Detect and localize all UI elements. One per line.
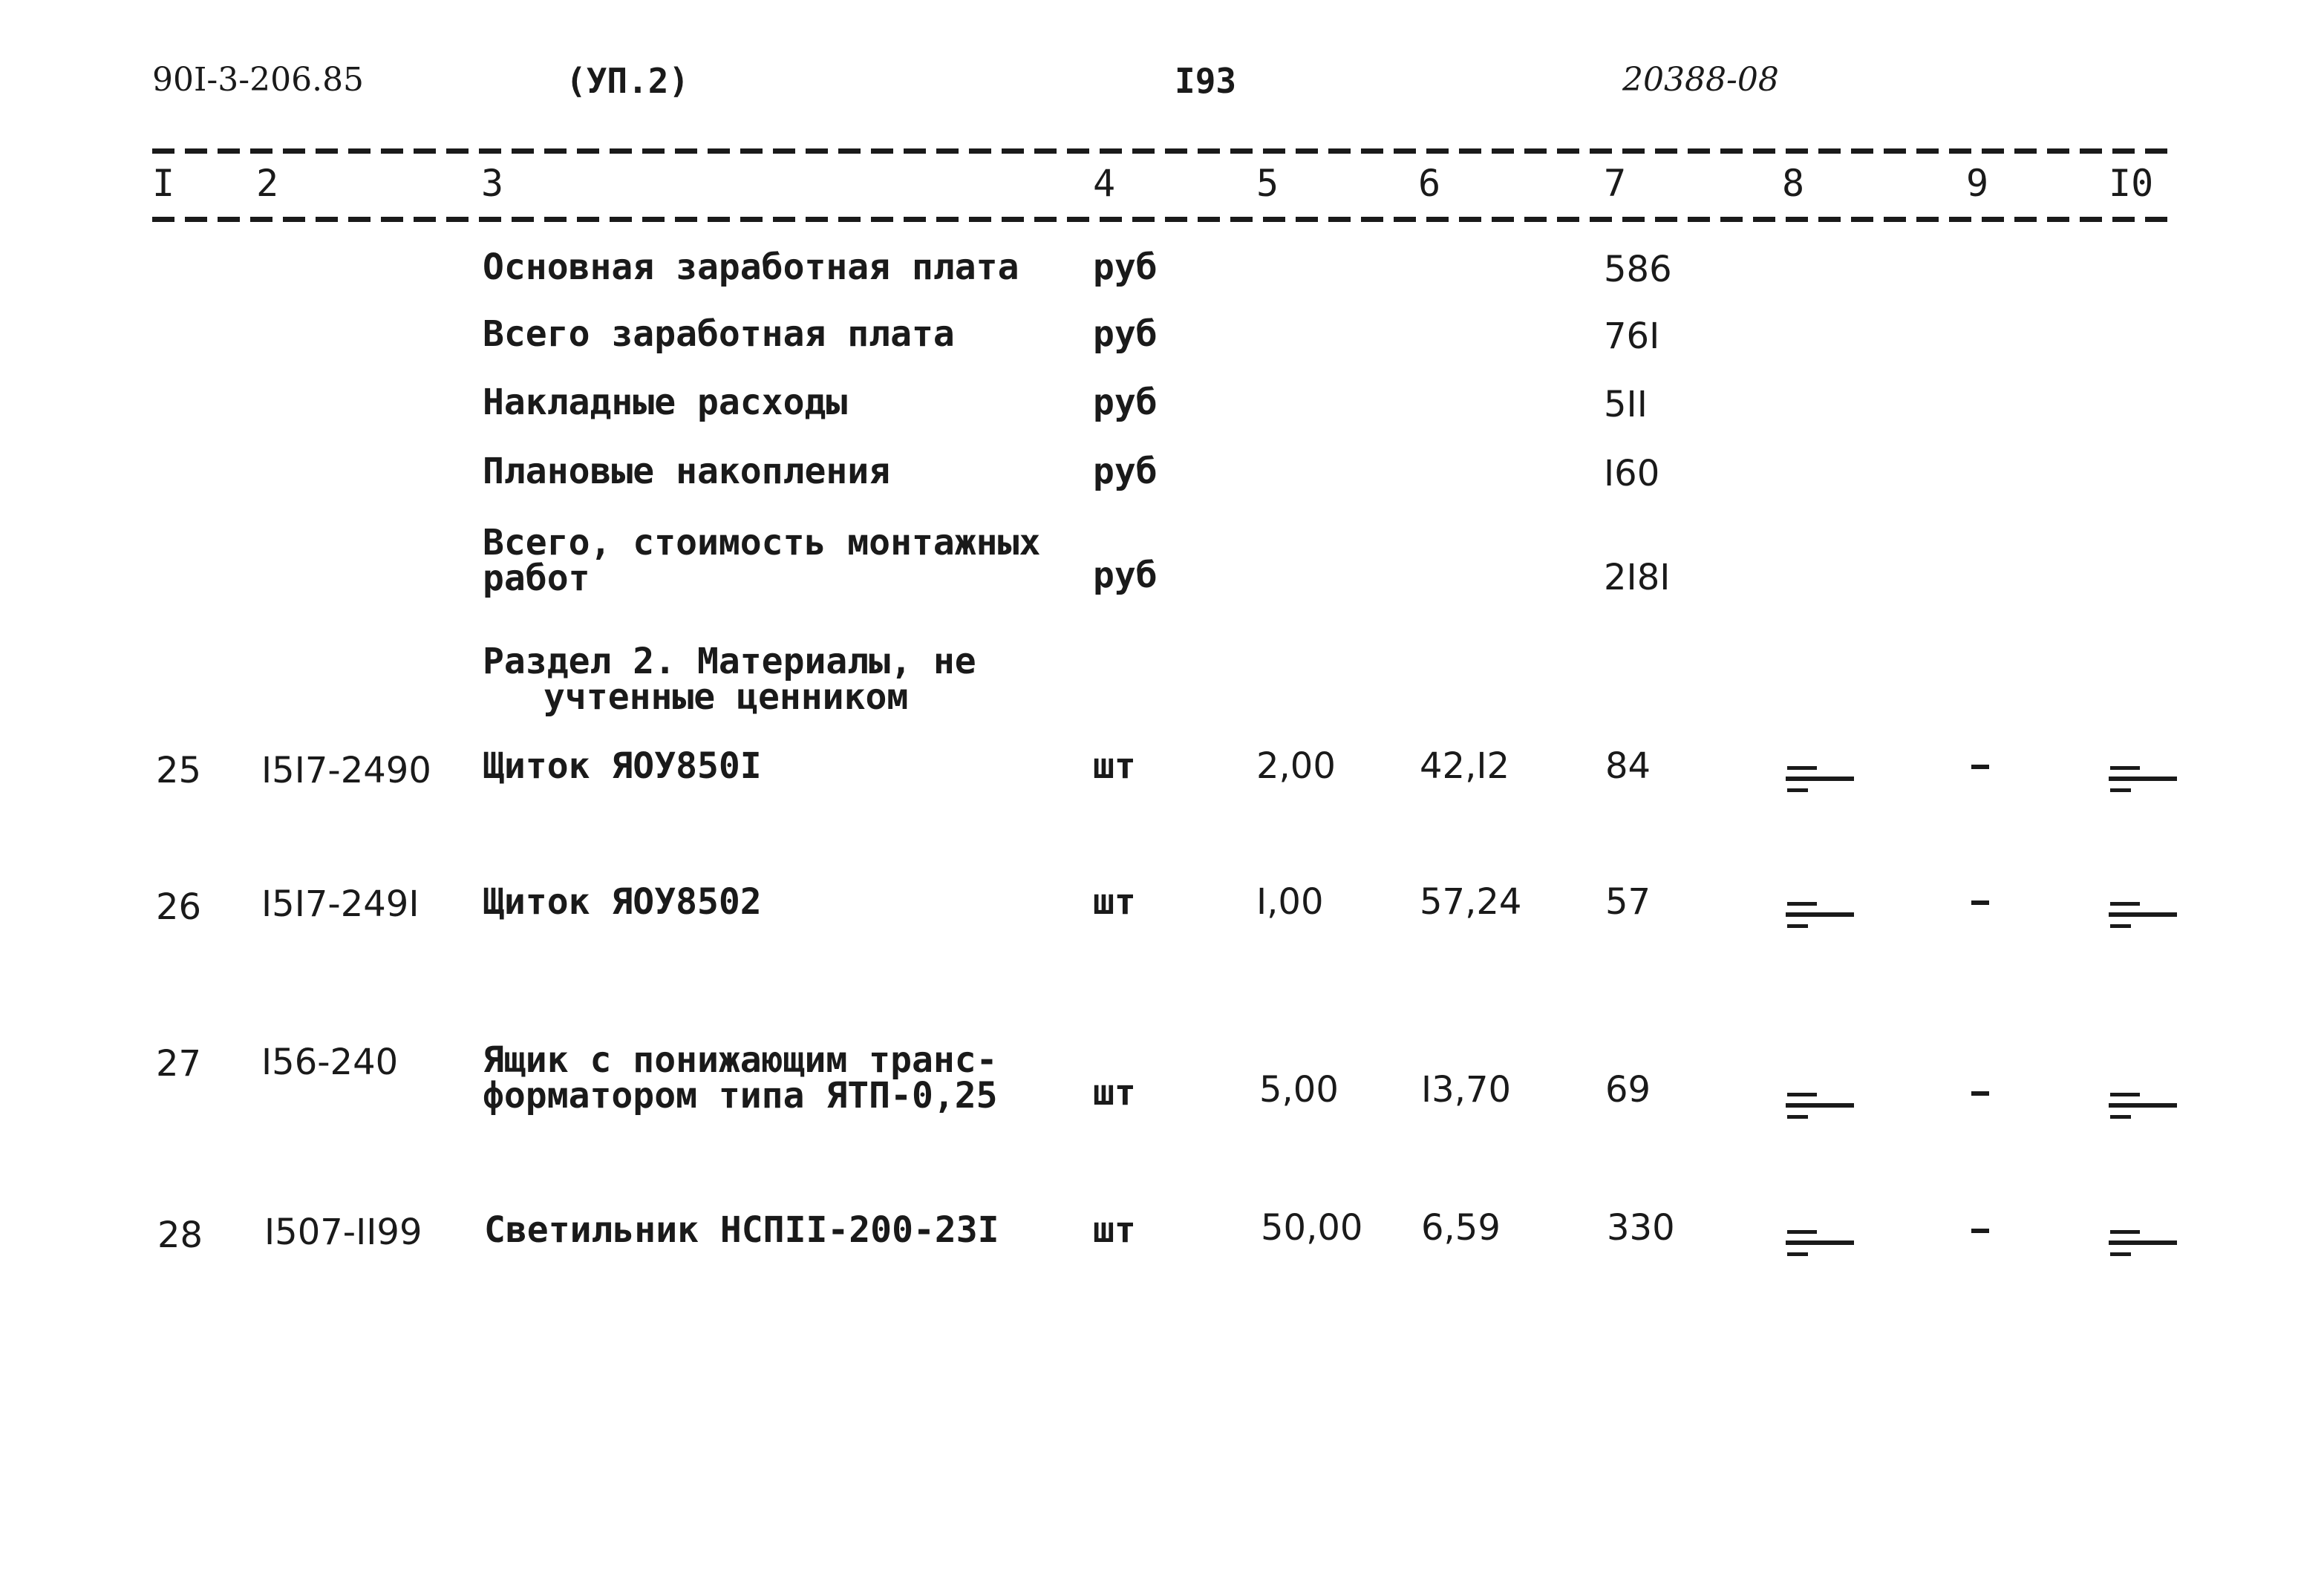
dash-mark xyxy=(1971,893,1992,908)
col-header-9: 9 xyxy=(1966,162,1989,205)
item-quantity: 2,00 xyxy=(1256,745,1336,787)
table-header-rule xyxy=(152,217,2172,222)
section-heading-line1: Раздел 2. Материалы, не xyxy=(483,641,976,682)
summary-name: Плановые накопления xyxy=(483,451,891,492)
item-quantity: I,00 xyxy=(1256,881,1324,923)
summary-unit: руб xyxy=(1093,555,1158,596)
col-header-5: 5 xyxy=(1256,162,1279,205)
col-header-2: 2 xyxy=(256,162,279,205)
row-number: 25 xyxy=(156,750,202,791)
summary-name: Всего заработная плата xyxy=(483,313,955,355)
item-name: Щиток ЯОУ8502 xyxy=(483,881,762,923)
item-unit: шт xyxy=(1093,745,1136,787)
dash-mark xyxy=(1971,757,1992,772)
item-unit: шт xyxy=(1093,1072,1136,1114)
col-header-4: 4 xyxy=(1093,162,1116,205)
item-unit: шт xyxy=(1093,881,1136,923)
summary-name-line2: работ xyxy=(483,558,590,599)
table-top-rule xyxy=(152,148,2172,154)
ditto-mark xyxy=(2109,757,2179,799)
ditto-mark xyxy=(1786,1084,1856,1125)
ditto-mark xyxy=(2109,1084,2179,1125)
col-header-6: 6 xyxy=(1418,162,1441,205)
summary-name: Накладные расходы xyxy=(483,382,848,423)
item-unit-price: 57,24 xyxy=(1420,881,1522,923)
ditto-mark xyxy=(2109,893,2179,935)
item-name-line1: Ящик с понижающим транс- xyxy=(483,1039,998,1081)
row-number: 28 xyxy=(157,1215,203,1256)
section-heading-line2: учтенные ценником xyxy=(544,676,909,718)
item-unit-price: 42,I2 xyxy=(1420,745,1510,787)
volume-label: (УП.2) xyxy=(566,61,690,101)
item-name: Щиток ЯОУ850I xyxy=(483,745,762,787)
summary-total: I60 xyxy=(1604,453,1660,494)
summary-unit: руб xyxy=(1093,313,1158,355)
dash-mark xyxy=(1971,1221,1992,1236)
summary-unit: руб xyxy=(1093,246,1158,288)
summary-unit: руб xyxy=(1093,451,1158,492)
item-total: 69 xyxy=(1605,1069,1651,1111)
item-unit-price: I3,70 xyxy=(1421,1069,1512,1111)
page-number: I93 xyxy=(1175,61,1237,101)
item-total: 330 xyxy=(1607,1207,1675,1249)
summary-total: 5II xyxy=(1604,384,1648,425)
item-unit: шт xyxy=(1093,1209,1136,1251)
col-header-10: I0 xyxy=(2109,162,2154,205)
ditto-mark xyxy=(1786,893,1856,935)
price-code: I56-240 xyxy=(261,1042,399,1083)
doc-code: 90I-3-206.85 xyxy=(152,61,365,99)
inventory-number: 20388-08 xyxy=(1622,61,1779,99)
item-name-line2: форматором типа ЯТП-0,25 xyxy=(483,1075,998,1117)
summary-total: 76I xyxy=(1604,316,1660,357)
item-total: 84 xyxy=(1605,745,1651,787)
item-total: 57 xyxy=(1605,881,1651,923)
ditto-mark xyxy=(1786,1221,1856,1263)
summary-total: 586 xyxy=(1604,249,1672,290)
summary-unit: руб xyxy=(1093,382,1158,423)
item-unit-price: 6,59 xyxy=(1421,1207,1501,1249)
item-quantity: 50,00 xyxy=(1261,1207,1363,1249)
col-header-7: 7 xyxy=(1604,162,1627,205)
summary-total: 2I8I xyxy=(1604,557,1671,598)
ditto-mark xyxy=(1786,757,1856,799)
col-header-8: 8 xyxy=(1782,162,1805,205)
row-number: 27 xyxy=(156,1043,202,1085)
dash-mark xyxy=(1971,1084,1992,1099)
item-name: Светильник НСПII-200-23I xyxy=(484,1209,999,1251)
price-code: I5I7-2490 xyxy=(261,750,431,791)
price-code: I5I7-249I xyxy=(261,883,420,925)
price-code: I507-II99 xyxy=(264,1212,422,1253)
col-header-3: 3 xyxy=(481,162,504,205)
ditto-mark xyxy=(2109,1221,2179,1263)
summary-name-line1: Всего, стоимость монтажных xyxy=(483,522,1041,563)
summary-name: Основная заработная плата xyxy=(483,246,1019,288)
item-quantity: 5,00 xyxy=(1259,1069,1339,1111)
row-number: 26 xyxy=(156,886,202,928)
col-header-1: I xyxy=(152,162,175,205)
